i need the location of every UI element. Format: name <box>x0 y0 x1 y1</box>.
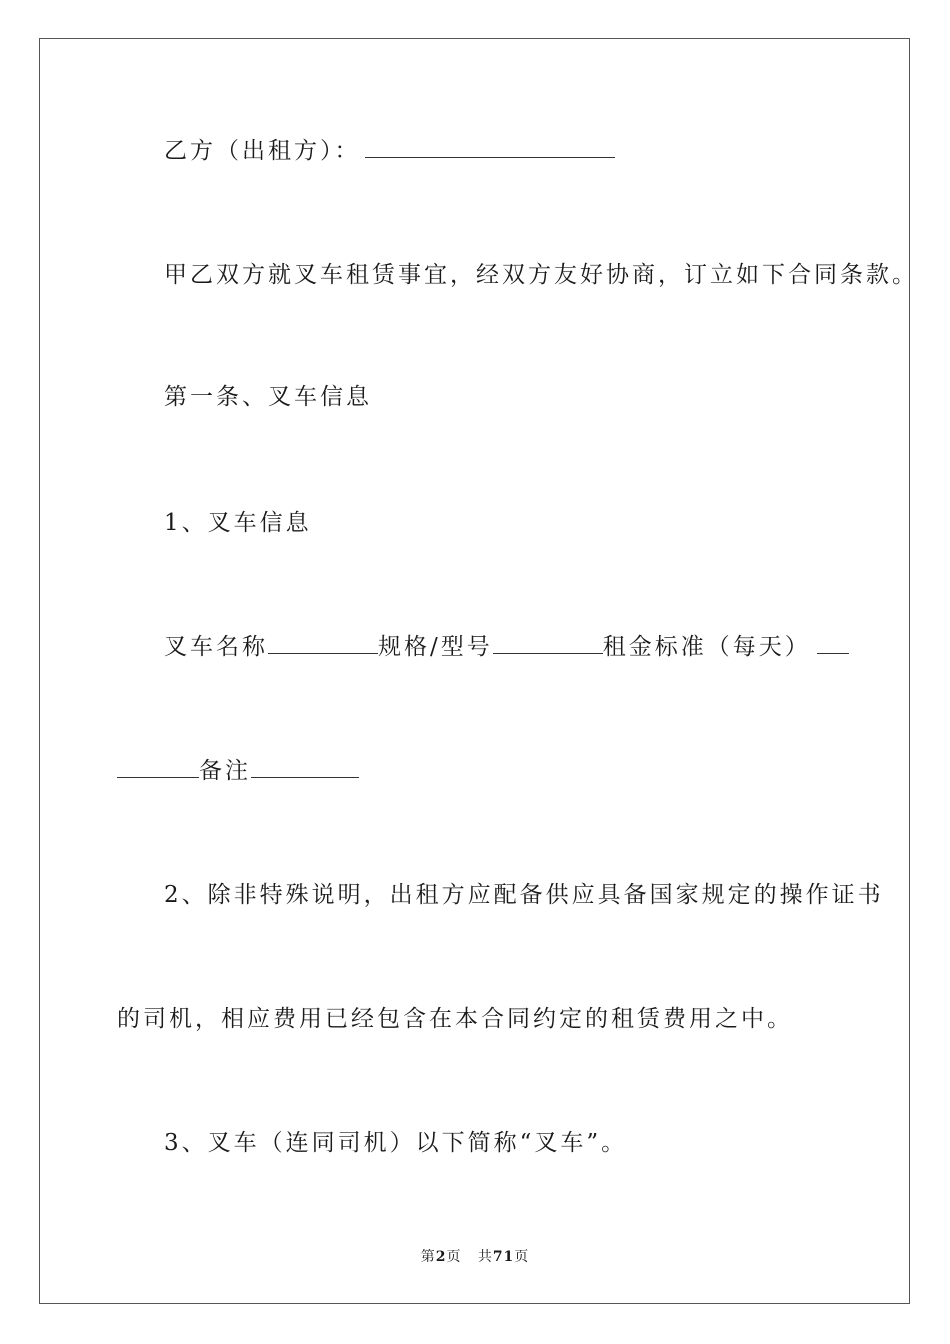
model-label: 规格/型号 <box>378 634 493 660</box>
intro-paragraph: 甲乙双方就叉车租赁事宜，经双方友好协商，订立如下合同条款。 <box>164 262 918 288</box>
remarks-label: 备注 <box>199 758 251 784</box>
article-one-heading: 第一条、叉车信息 <box>164 384 372 410</box>
party-b-line <box>164 136 615 166</box>
party-b-label: 乙方（出租方）： <box>164 138 361 164</box>
total-pages: 71 <box>492 1249 515 1265</box>
page-border <box>39 38 910 1304</box>
page-footer <box>0 1247 950 1267</box>
forklift-name-blank <box>268 633 378 654</box>
remarks-line <box>117 756 359 786</box>
rent-rate-blank-cont <box>117 757 199 778</box>
rent-rate-label: 租金标准（每天） <box>602 634 811 660</box>
page-number: 2 <box>435 1249 447 1265</box>
forklift-info-line <box>164 632 849 662</box>
remarks-blank <box>251 757 359 778</box>
rent-rate-blank <box>817 633 849 654</box>
item-1-heading: 1、叉车信息 <box>164 510 312 536</box>
forklift-name-label: 叉车名称 <box>164 634 268 660</box>
party-b-blank <box>365 137 615 158</box>
page-prefix: 第 <box>420 1249 436 1265</box>
item-3-paragraph: 3、叉车（连同司机）以下简称“叉车”。 <box>164 1130 628 1156</box>
page-suffix: 页 <box>446 1249 462 1265</box>
total-prefix: 共 <box>477 1249 493 1265</box>
item-2-paragraph-cont: 的司机，相应费用已经包含在本合同约定的租赁费用之中。 <box>117 1006 793 1032</box>
total-suffix: 页 <box>514 1249 530 1265</box>
model-blank <box>493 633 603 654</box>
item-2-paragraph: 2、除非特殊说明，出租方应配备供应具备国家规定的操作证书 <box>164 882 884 908</box>
